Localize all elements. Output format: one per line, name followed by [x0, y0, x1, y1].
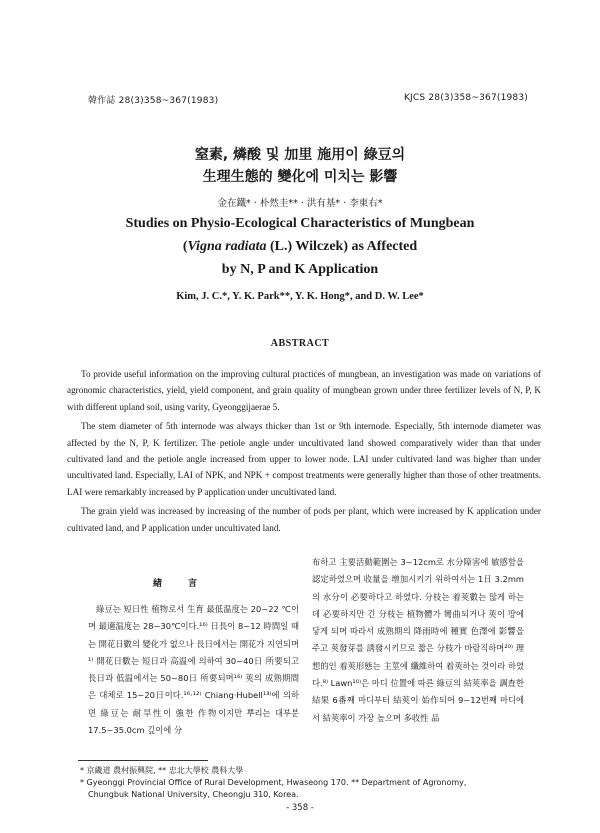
korean-title-line1: 窒素, 燐酸 및 加里 施用이 綠豆의: [194, 147, 406, 163]
abstract-body: [67, 366, 541, 539]
korean-title-line2: 生理生態的 變化에 미치는 影響: [202, 169, 398, 185]
intro-right-column: [312, 554, 524, 727]
korean-authors: 金在鐵* · 朴然圭** · 洪有基* · 李東右*: [217, 198, 383, 209]
footnote-english-2: Chungbuk National University, Cheongju 310, Korea.: [88, 790, 299, 799]
title-line2-rest: (L.) Wilczek) as Affected: [266, 239, 418, 254]
journal-citation-left: 韓作誌 28(3)358~367(1983): [88, 96, 219, 106]
english-title-line2: [0, 239, 600, 255]
footnote-english-1: * Gyeonggi Provincial Office of Rural Development, Hwaseong 170. ** Department of Agronomy,: [80, 778, 467, 787]
title-open-paren: (: [182, 239, 188, 254]
intro-heading: 緖言: [152, 579, 223, 589]
abstract-paragraph: The grain yield was increased by increasing of the number of pods per plant, which were increased by K application under cultivated land, and P application under uncultivated land.: [67, 506, 541, 533]
english-title-line3: by N, P and K Application: [221, 262, 379, 277]
abstract-paragraph: To provide useful information on the improving cultural practices of mungbean, an investigation was made on variations of agronomic characteristics, yield, yield component, and grain quality of mungbean grown under three fertilizer levels of N, P, K with different upland soil, using varity, Gyeonggijaerae 5.: [67, 369, 541, 412]
english-title-line1: Studies on Physio-Ecological Characteristics of Mungbean: [125, 216, 475, 231]
abstract-heading: ABSTRACT: [270, 338, 330, 349]
journal-citation-right: KJCS 28(3)358~367(1983): [403, 93, 528, 103]
english-authors: Kim, J. C.*, Y. K. Park**, Y. K. Hong*, and D. W. Lee*: [176, 291, 424, 302]
species-name: Vigna radiata: [187, 239, 267, 254]
intro-left-column: [88, 601, 299, 739]
intro-left-text: 綠豆는 短日性 植物로서 生育 最低温度는 20~22 ℃이며 最適温度는 28~30℃이다.¹⁶⁾ 日長이 8~12 時間일 때는 開花日數의 變化가 없으나 長日에서는 開花가 지연되며¹⁾ 開花日數는 短日과 高温에 의하여 30~40日 所要되고 長日과 低温에서는 50~80日 所要되며¹⁶⁾ 莢의 成熟期間은 대체로 15~20日이다.¹⁶·¹²⁾ Chiang·Hubell¹³⁾에 의하면 綠豆는 耐旱性이 強한 作物이지만 뿌리는 대부분 17.5~35.0cm 깊이에 分: [88, 604, 300, 736]
footnote-korean: * 京畿道 農村振興院, ** 忠北大學校 農科大學: [80, 766, 244, 775]
footnote-rule: [78, 760, 208, 761]
intro-right-text: 布하고 主要活動範圍는 3~12cm로 水分障害에 敏感함을 認定하였으며 收量을 增加시키기 위하여서는 1日 3.2mm의 水分이 必要하다고 하였다. 分枝는 着莢數는 많게 하는데 必要하지만 긴 分枝는 植物體가 彎曲되거나 莢이 땅에 닿게 되며 따라서 成熟期의 降雨時에 種實 色澤에 影響을 주고 莢發芽를 誘發시키므로 짧은 分枝가 바람직하며²⁰⁾ 理想的인 着莢形態는 主莖에 纖維하여 着莢하는 것이라 하였다.⁸⁾ Lawn¹⁰⁾은 마디 位置에 따른 綠豆의 結莢率을 調査한 結果 6番째 마디부터 結莢이 始作되어 9~12번째 마디에서 結莢率이 가장 높으며 多收性 品: [312, 557, 524, 723]
abstract-paragraph: The stem diameter of 5th internode was always thicker than 1st or 9th internode. Especially, 5th internode diameter was affected by the N, P, K fertilizer. The petiole angle under uncultivated land showed comparatively wider than that under cultivated land and the petiole angle increased from upper to lower node. LAI under cultivated land was higher than under uncultivated land. Especially, LAI of NPK, and NPK + compost treatments were generally higher than those of other treatments. LAI were remarkably increased by P application under uncultivated land.: [67, 421, 541, 497]
page-number: - 358 -: [286, 803, 314, 813]
